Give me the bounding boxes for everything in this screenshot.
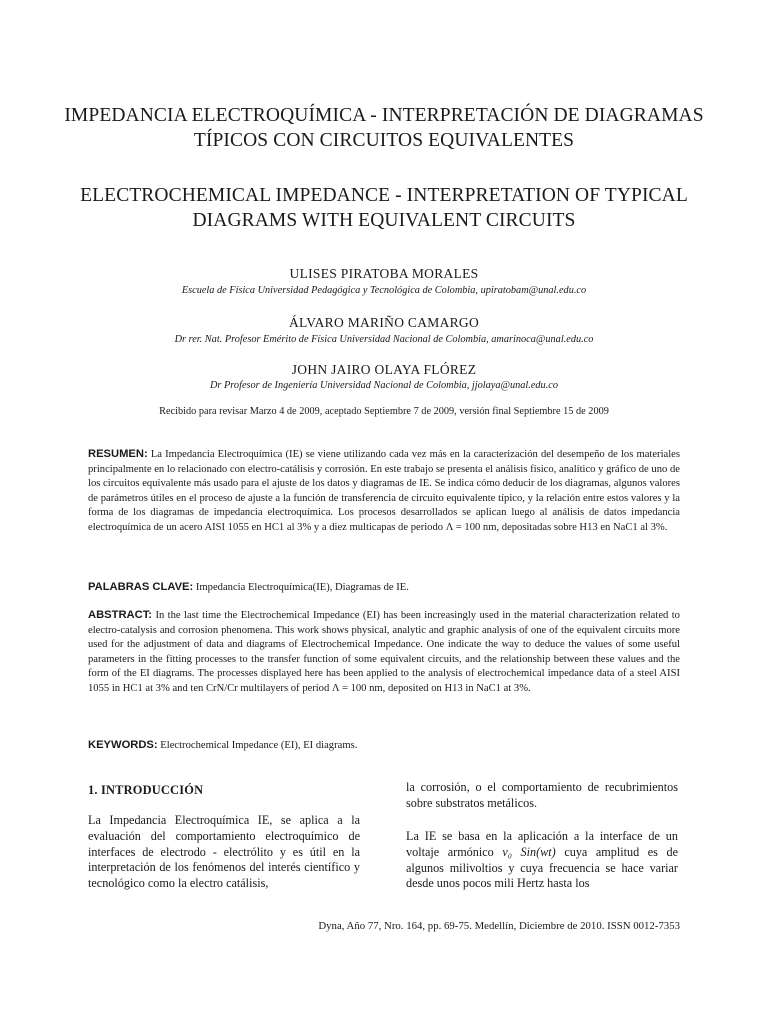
voltage-formula: v₀ Sin(wt) [502,844,556,859]
keywords-text: Electrochemical Impedance (EI), EI diagrams. [160,740,358,751]
author-affiliation-2: Dr rer. Nat. Profesor Emérito de Física Universidad Nacional de Colombia, amarinoca@unal.edu.co [174,334,594,345]
author-name-3: JOHN JAIRO OLAYA FLÓREZ [291,362,477,377]
intro-left-paragraph: La Impedancia Electroquímica IE, se aplica a la evaluación del comportamiento electroquímico de interfaces de electrodo - electrólito y es útil en la interpretación de los fenómenos del interés científico y tecnológico como la electro catálisis, [88,813,360,891]
author-name-2: ÁLVARO MARIÑO CAMARGO [288,315,480,330]
intro-right-paragraph-1: la corrosión, o el comportamiento de recubrimientos sobre substratos metálicos. [406,780,678,810]
title-spanish: IMPEDANCIA ELECTROQUÍMICA - INTERPRETACIÓN DE DIAGRAMAS TÍPICOS CON CIRCUITOS EQUIVALENTES [64,105,704,151]
section-heading: 1. INTRODUCCIÓN [88,783,204,797]
keywords-label: KEYWORDS: [88,739,158,751]
journal-footer: Dyna, Año 77, Nro. 164, pp. 69-75. Medellín, Diciembre de 2010. ISSN 0012-7353 [318,920,680,932]
author-affiliation-1: Escuela de Física Universidad Pedagógica y Tecnológica de Colombia, upiratobam@unal.edu.co [181,285,587,296]
intro-right-text-pre: La IE se basa en la aplicación a la interface de un voltaje armónico [406,829,678,859]
palabras-clave-text: Impedancia Electroquímica(IE), Diagramas de IE. [195,582,409,593]
resumen-paragraph [88,447,680,536]
abstract-label: ABSTRACT: [88,609,153,621]
title-english: ELECTROCHEMICAL IMPEDANCE - INTERPRETATION OF TYPICAL DIAGRAMS WITH EQUIVALENT CIRCUITS [80,185,688,231]
abstract-paragraph [88,608,680,697]
palabras-clave-paragraph [88,580,680,596]
abstract-text: In the last time the Electrochemical Impedance (EI) has been increasingly used in the material characterization related to electro-catalysis and corrosion phenomena. This work shows physical, analytic and graphic analysis of one of the equivalent circuits more used for the adjustment of data and diagrams of Electrochemical Impedance. One indicate the way to deduce the values of some useful parameters in the fitting processes to the transfer function of some equivalent circuits, and the relationship between these values and the form of the EI diagrams. The processes displayed here has been applied to the analysis of electrochemical impedance data of a steel AISI 1055 in HC1 at 3% and ten CrN/Cr multilayers of period Λ = 100 nm, deposited on H13 in NaC1 at 3%. [88,610,680,694]
author-affiliation-3: Dr Profesor de Ingeniería Universidad Nacional de Colombia, jjolaya@unal.edu.co [210,380,558,391]
resumen-label: RESUMEN: [88,448,148,460]
palabras-clave-label: PALABRAS CLAVE: [88,581,194,593]
author-name-1: ULISES PIRATOBA MORALES [289,266,479,281]
intro-right-paragraph-2 [406,829,678,892]
keywords-paragraph [88,738,680,754]
resumen-text: La Impedancia Electroquímica (IE) se viene utilizando cada vez más en la caracterización del desempeño de los materiales principalmente en lo relacionado con electro-catálisis y corrosión. En este trabajo se presenta el análisis físico, analítico y gráfico de uno de los circuitos equivalente más usado para el ajuste de los datos y diagramas de IE. Se indica cómo deducir de los diagramas, algunos valores de parámetros útiles en el proceso de ajuste a la función de transferencia de circuito equivalente típico, y la relación entre estos valores y la forma de los diagramas de impedancia electroquímica. Los procesos desarrollados se aplican luego al análisis de datos impedancia electroquímica de un acero AISI 1055 en HC1 al 3% y a diez multicapas de periodo Λ = 100 nm, depositadas sobre H13 en NaC1 al 3%. [88,449,680,533]
received-dates: Recibido para revisar Marzo 4 de 2009, aceptado Septiembre 7 de 2009, versión final Septiembre 15 de 2009 [159,406,609,417]
intro-right-text-post: cuya amplitud es de algunos milivoltios y cuya frecuencia se hace variar desde unos pocos mili Hertz hasta los [406,844,678,891]
